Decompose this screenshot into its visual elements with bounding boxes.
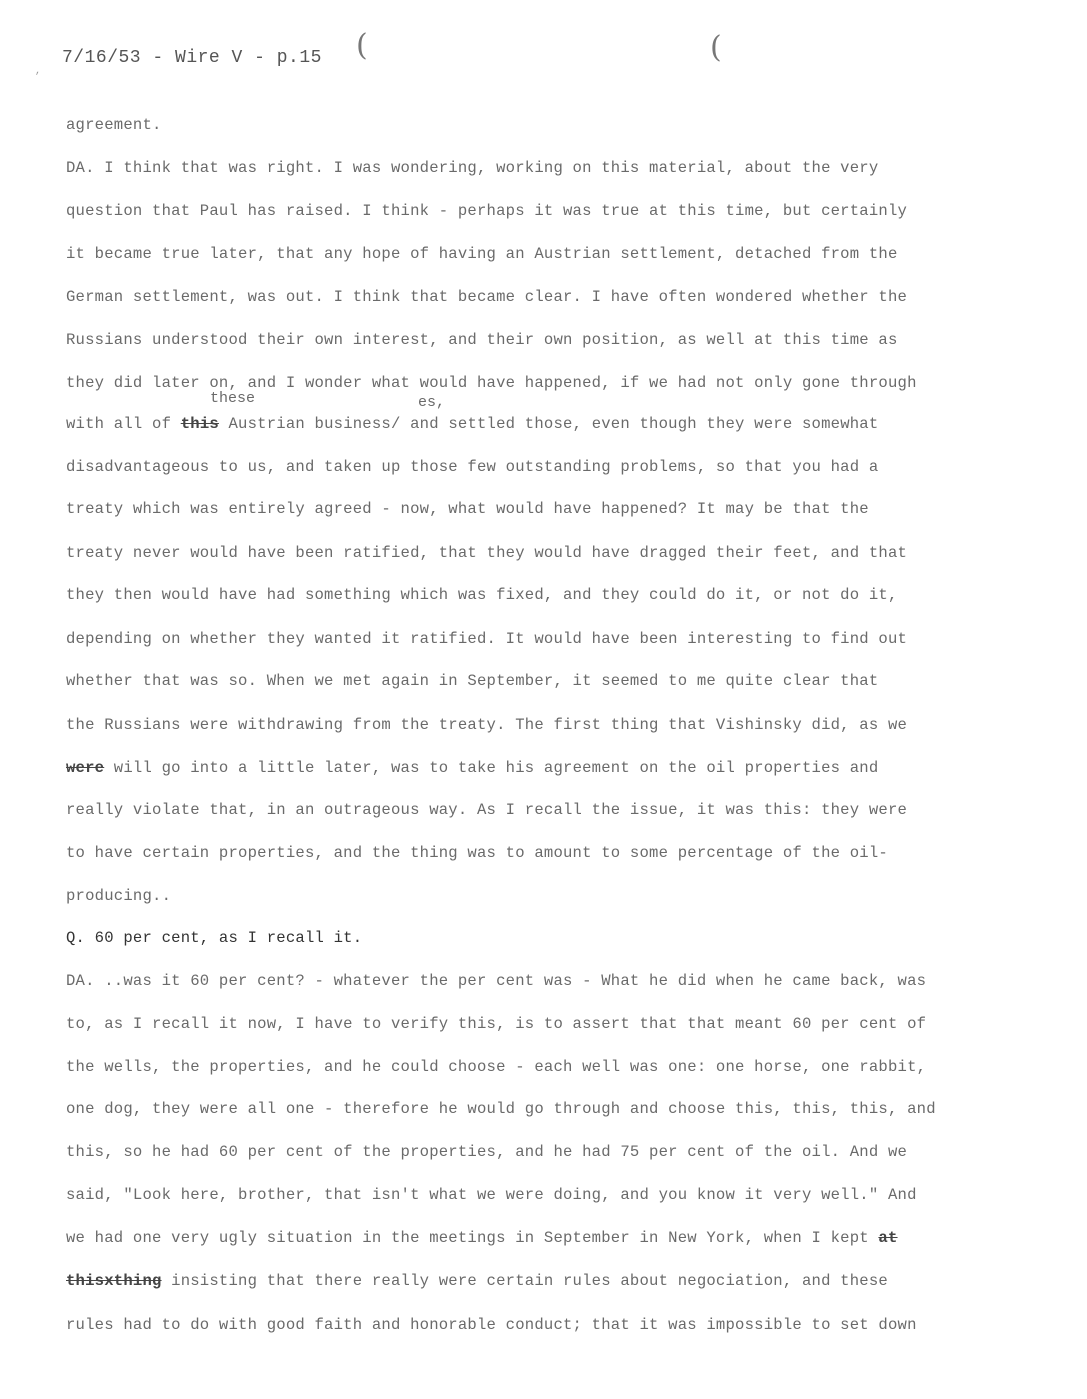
text-line: Russians understood their own interest, and their own position, as well at this time as (66, 331, 898, 349)
struck-word: were (66, 759, 105, 777)
text-line: disadvantageous to us, and taken up those few outstanding problems, so that you had a (66, 458, 879, 476)
text-line: DA. ..was it 60 per cent? - whatever the per cent was - What he did when he came back, was (66, 972, 927, 990)
text-line: agreement. (66, 116, 162, 134)
text-line (66, 1271, 1056, 1291)
text-line: question that Paul has raised. I think - perhaps it was true at this time, but certainly (66, 202, 908, 220)
text-line: the wells, the properties, and he could choose - each well was one: one horse, one rabbit, (66, 1058, 927, 1076)
struck-word: thisxthing (66, 1272, 162, 1290)
text-line: they did later on, and I wonder what would have happened, if we had not only gone through (66, 374, 917, 392)
text-line: they then would have had something which was fixed, and they could do it, or not do it, (66, 586, 898, 604)
text-line: whether that was so. When we met again in September, it seemed to me quite clear that (66, 672, 879, 690)
text-line: said, "Look here, brother, that isn't what we were doing, and you know it very well." And (66, 1186, 917, 1204)
text-segment: Austrian business/ and settled those, even though they were somewhat (218, 415, 879, 433)
margin-mark: ( (710, 30, 722, 65)
struck-word: at (878, 1229, 898, 1247)
text-line: German settlement, was out. I think that became clear. I have often wondered whether the (66, 288, 908, 306)
text-line (66, 1228, 1056, 1248)
text-line: Q. 60 per cent, as I recall it. (66, 929, 363, 947)
text-segment: we had one very ugly situation in the meetings in September in New York, when I kept (66, 1229, 879, 1247)
text-segment: will go into a little later, was to take his agreement on the oil properties and (104, 759, 879, 777)
text-line: treaty which was entirely agreed - now, what would have happened? It may be that the (66, 500, 869, 518)
text-line: rules had to do with good faith and honorable conduct; that it was impossible to set down (66, 1316, 917, 1334)
text-line (66, 414, 1056, 434)
margin-speck: , (35, 66, 42, 77)
interlinear-correction: these (210, 390, 256, 407)
text-line: to, as I recall it now, I have to verify this, is to assert that that meant 60 per cent of (66, 1015, 927, 1033)
text-line: treaty never would have been ratified, that they would have dragged their feet, and that (66, 544, 908, 562)
text-line: this, so he had 60 per cent of the properties, and he had 75 per cent of the oil. And we (66, 1143, 908, 1161)
interlinear-correction: es, (418, 394, 446, 411)
text-segment: with all of (66, 415, 181, 433)
text-line: the Russians were withdrawing from the treaty. The first thing that Vishinsky did, as we (66, 716, 908, 734)
text-line: DA. I think that was right. I was wondering, working on this material, about the very (66, 159, 879, 177)
struck-word: this (180, 415, 219, 433)
text-line: really violate that, in an outrageous way. As I recall the issue, it was this: they were (66, 801, 908, 819)
text-segment: insisting that there really were certain rules about negociation, and these (161, 1272, 888, 1290)
text-line: depending on whether they wanted it ratified. It would have been interesting to find out (66, 630, 908, 648)
text-line: to have certain properties, and the thing was to amount to some percentage of the oil- (66, 844, 888, 862)
page-header-reference: 7/16/53 - Wire V - p.15 (62, 48, 322, 68)
text-line: it became true later, that any hope of having an Austrian settlement, detached from the (66, 245, 898, 263)
margin-mark: ( (356, 28, 368, 63)
text-line (66, 758, 1056, 778)
text-line: one dog, they were all one - therefore he would go through and choose this, this, this, and (66, 1100, 936, 1118)
text-line: producing.. (66, 887, 172, 905)
